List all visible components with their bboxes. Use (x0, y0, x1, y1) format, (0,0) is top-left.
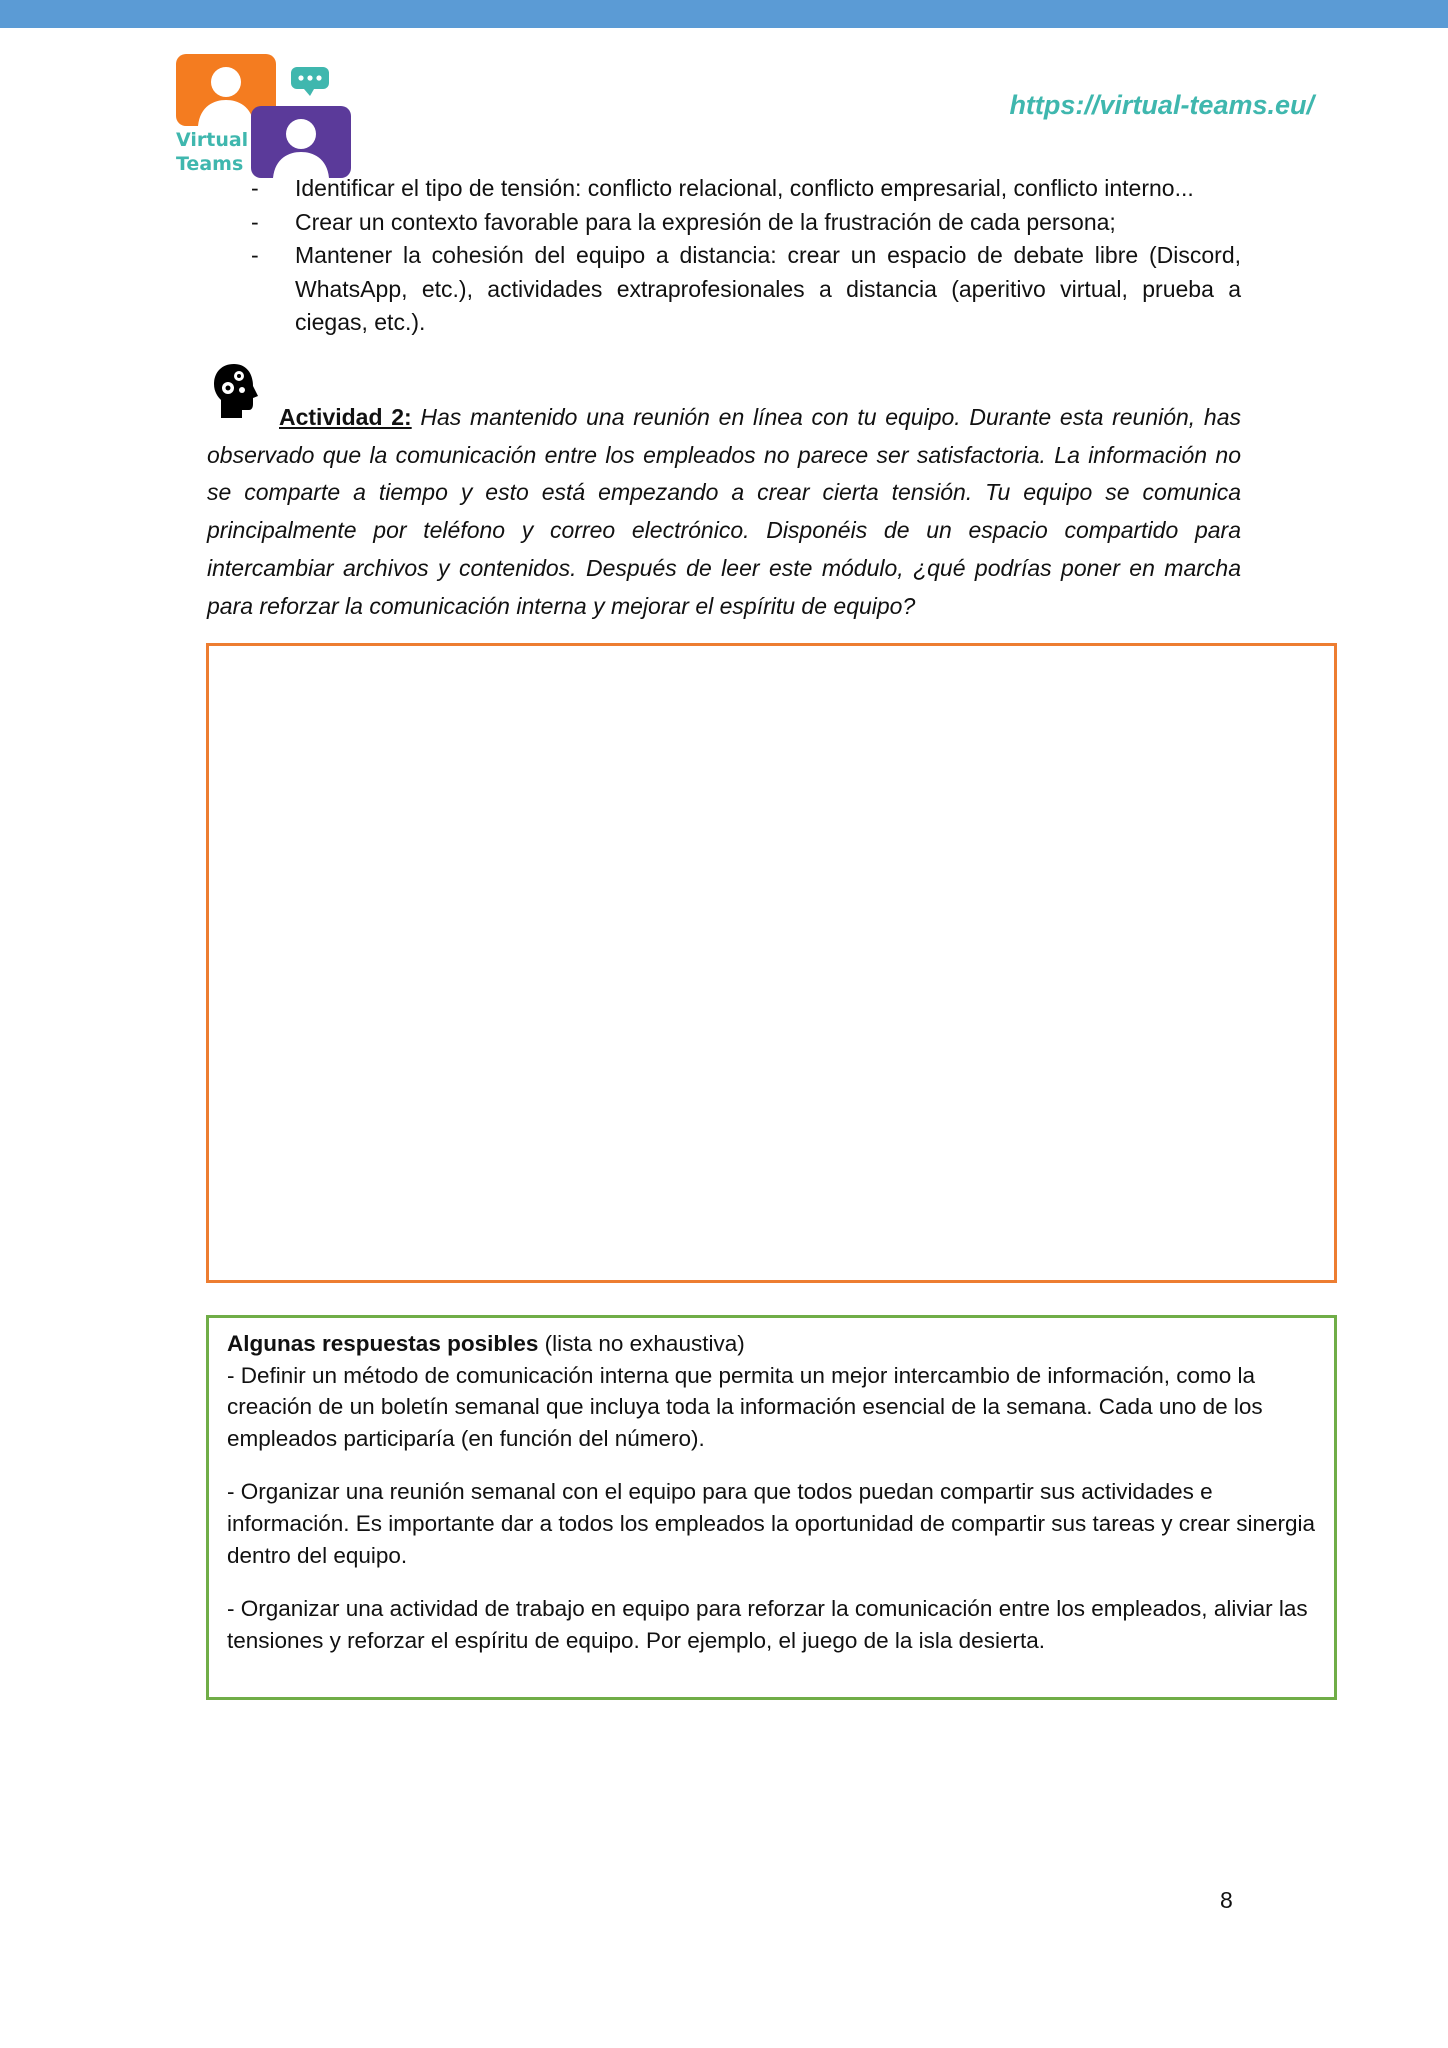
logo-text-teams: Teams (176, 153, 244, 175)
answer-box[interactable] (206, 643, 1337, 1283)
bullet-marker: - (251, 242, 259, 268)
top-color-bar (0, 0, 1448, 28)
responses-heading (227, 1328, 1317, 1360)
bullet-item (207, 172, 1241, 206)
bullet-list (207, 172, 1241, 340)
bullet-text: Identificar el tipo de tensión: conflicto relacional, conflicto empresarial, conflicto interno... (295, 175, 1194, 201)
bullet-text: Crear un contexto favorable para la expresión de la frustración de cada persona; (295, 208, 1116, 235)
bullet-marker: - (251, 208, 259, 235)
activity-title: Actividad 2: (279, 404, 412, 430)
bullet-text: Mantener la cohesión del equipo a distancia: crear un espacio de debate libre (Discord, WhatsApp, etc.), actividades extraprofesionales a distancia (aperitivo virtual, prueba a ciegas, etc.). (295, 242, 1241, 335)
activity-body: Has mantenido una reunión en línea con tu equipo. Durante esta reunión, has observado que la comunicación entre los empleados no parece ser satisfactoria. La información no se comparte a tiempo y esto está empezando a crear cierta tensión. Tu equipo se comunica principalmente por teléfono y correo electrónico. Disponéis de un espacio compartido para intercambiar archivos y contenidos. Después de leer este módulo, ¿qué podrías poner en marcha para reforzar la comunicación interna y mejorar el espíritu de equipo? (207, 404, 1241, 619)
bullet-item (207, 206, 1241, 240)
bullet-marker: - (251, 175, 259, 201)
response-item: - Definir un método de comunicación interna que permita un mejor intercambio de información, como la creación de un boletín semanal que incluya toda la información esencial de la semana. Cada uno de los empleados participaría (en función del número). (227, 1362, 1263, 1451)
bullet-item (207, 239, 1241, 340)
response-item: - Organizar una reunión semanal con el equipo para que todos puedan compartir sus actividades e información. Es importante dar a todos los empleados la oportunidad de compartir sus tareas y crear sinergia dentro del equipo. (227, 1479, 1316, 1568)
page-number: 8 (1220, 1887, 1233, 1913)
possible-responses-box (206, 1315, 1337, 1700)
header-url-link[interactable]: https://virtual-teams.eu/ (1009, 90, 1314, 120)
responses-title: Algunas respuestas posibles (227, 1331, 539, 1356)
response-item: - Organizar una actividad de trabajo en equipo para reforzar la comunicación entre los empleados, aliviar las tensiones y reforzar el espíritu de equipo. Por ejemplo, el juego de la isla desierta. (227, 1596, 1308, 1653)
responses-subtitle: (lista no exhaustiva) (544, 1331, 745, 1356)
activity-paragraph (207, 399, 1241, 625)
virtual-teams-logo (176, 52, 356, 182)
logo-text-virtual: Virtual (176, 129, 249, 151)
